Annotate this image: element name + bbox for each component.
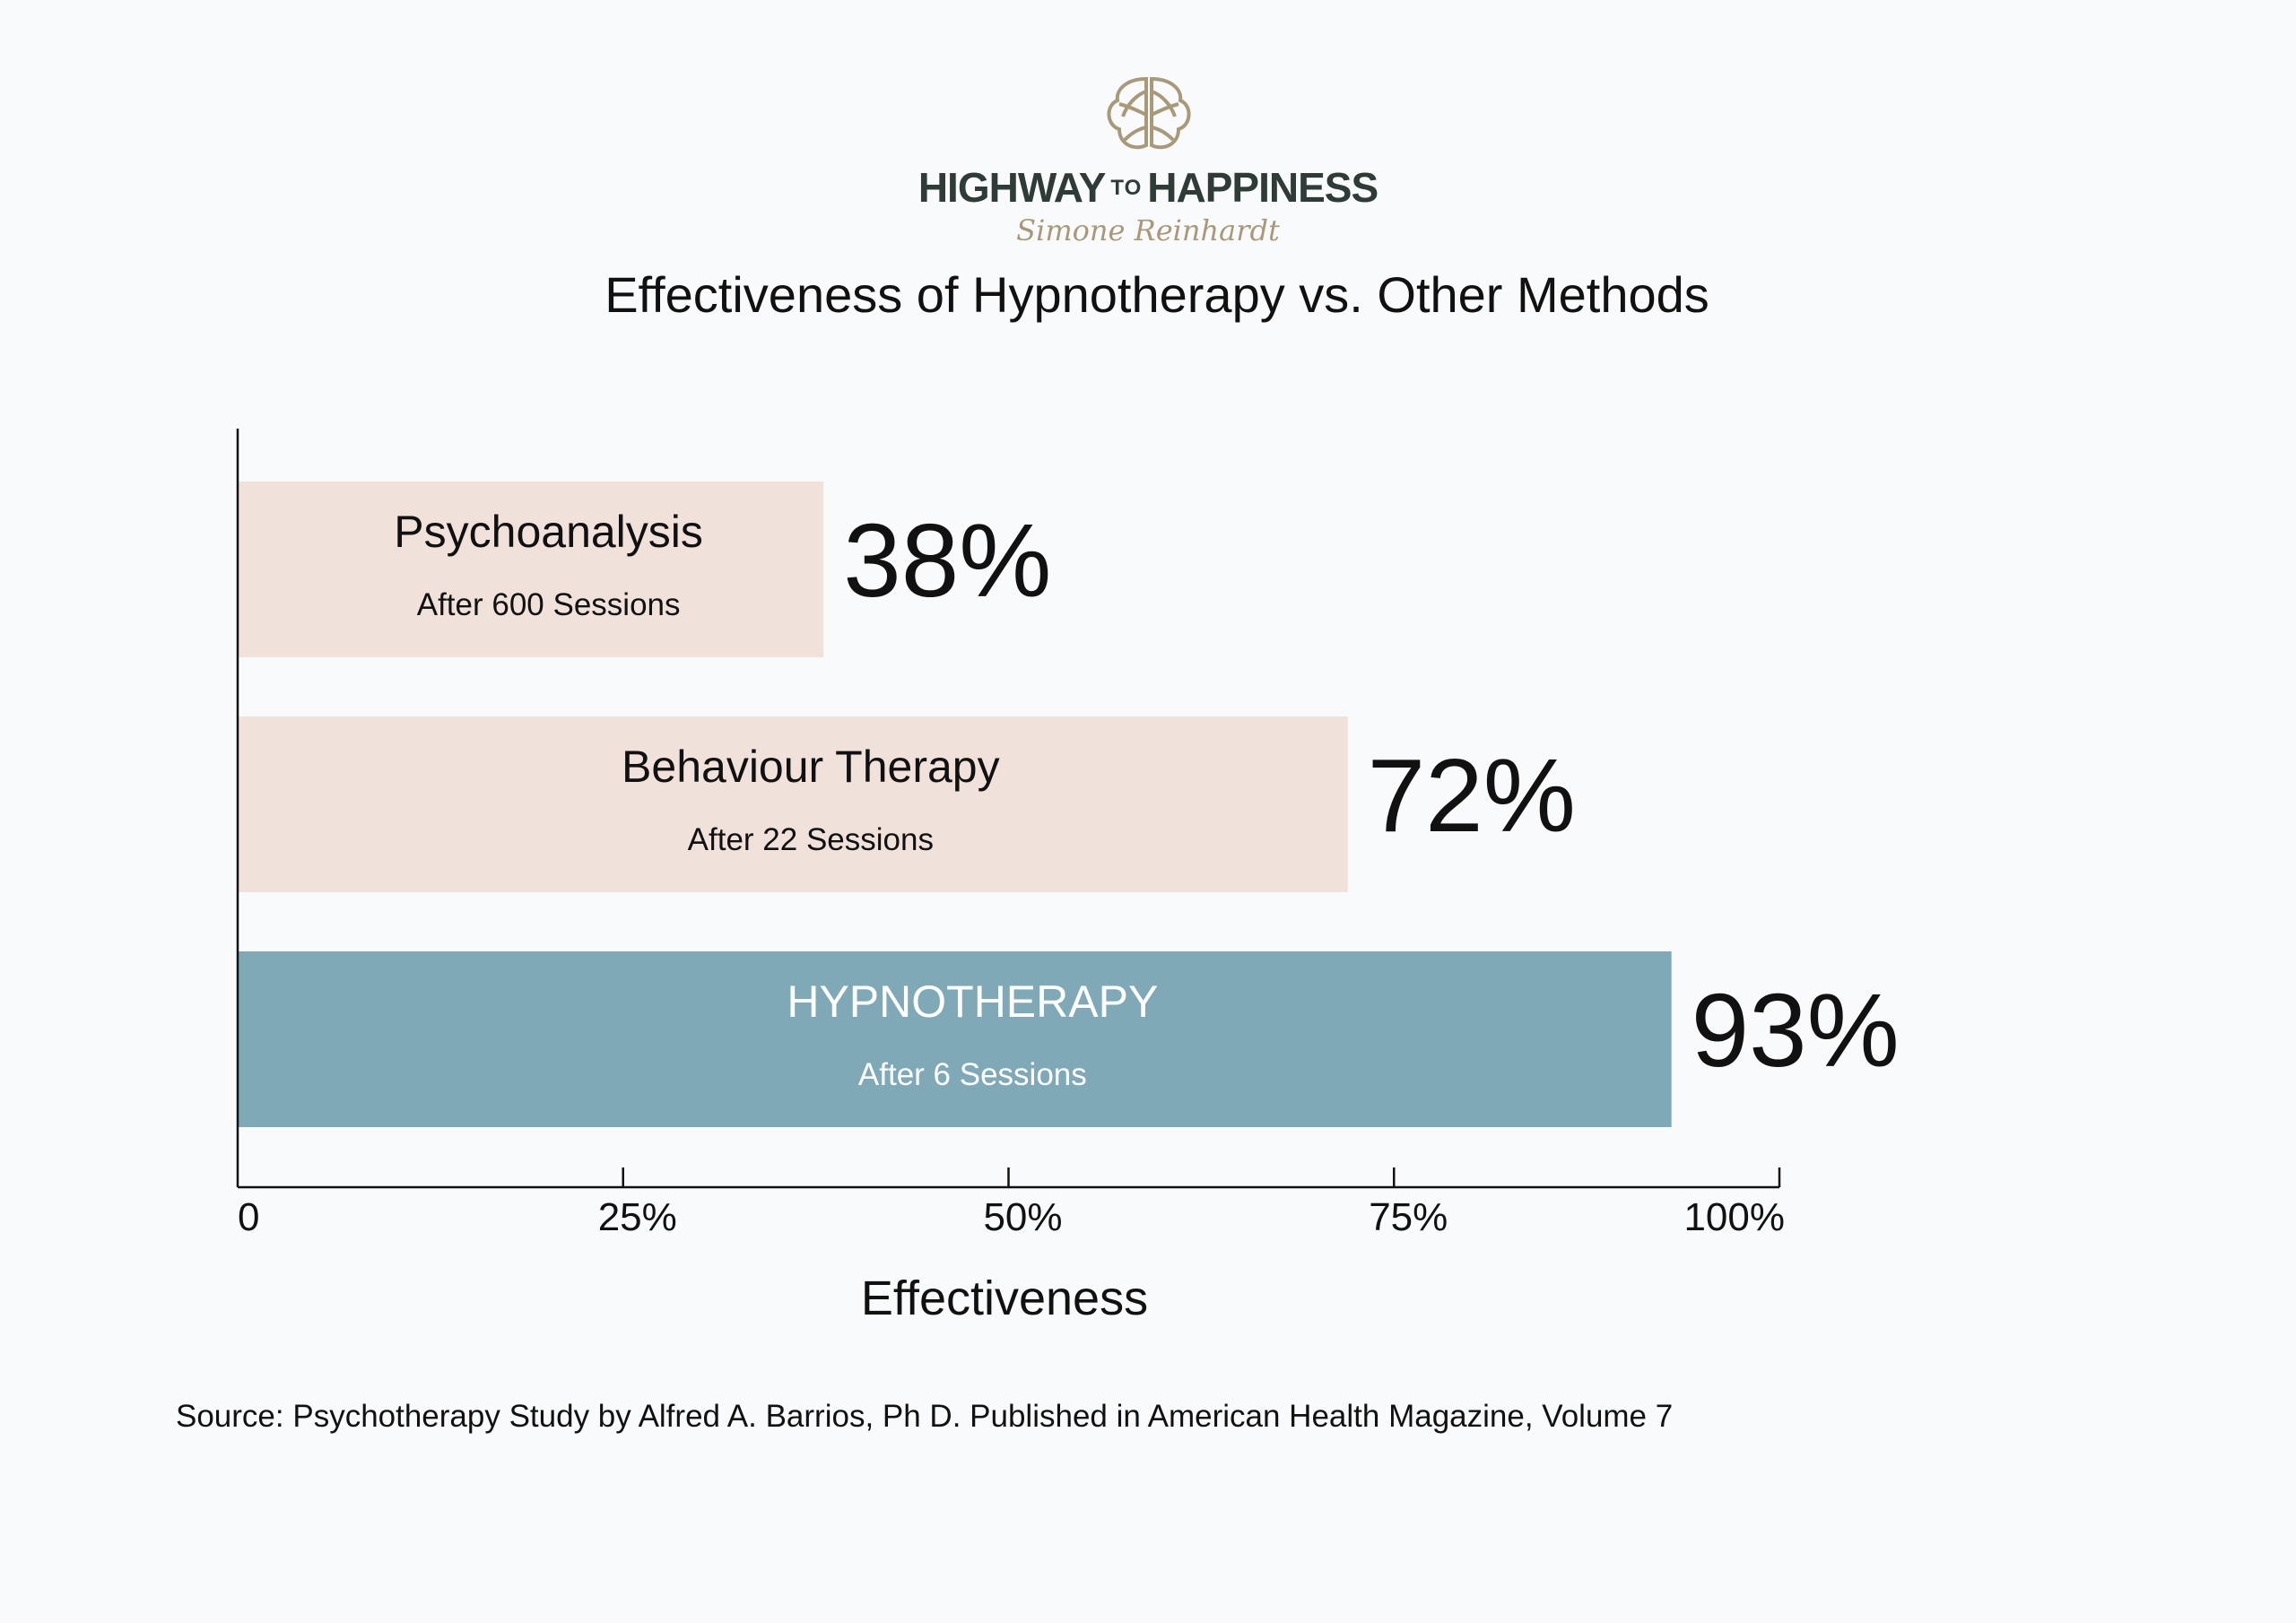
bar-sublabel-behaviour-therapy: After 22 Sessions — [687, 822, 934, 857]
brand-signature: Simone Reinhardt — [1016, 213, 1280, 247]
bar-label-behaviour-therapy: Behaviour Therapy — [622, 742, 1000, 792]
x-tick-label: 0 — [238, 1195, 260, 1239]
bar-label-hypnotherapy: HYPNOTHERAPY — [787, 976, 1159, 1027]
brand-name-right: HAPPINESS — [1147, 164, 1378, 211]
x-tick-label: 100% — [1683, 1195, 1785, 1239]
bar-value-label: 72% — [1367, 737, 1576, 854]
bar-sublabel-psychoanalysis: After 600 Sessions — [416, 587, 681, 622]
x-tick-label: 25% — [597, 1195, 677, 1239]
x-tick-label: 75% — [1369, 1195, 1448, 1239]
bar-label-psychoanalysis: Psychoanalysis — [394, 507, 703, 557]
x-tick-label: 50% — [983, 1195, 1063, 1239]
brand-name-connector: TO — [1110, 176, 1143, 200]
bar-sublabel-hypnotherapy: After 6 Sessions — [857, 1057, 1087, 1092]
brand-name-left: HIGHWAY — [918, 164, 1106, 211]
source-note: Source: Psychotherapy Study by Alfred A. Barrios, Ph D. Published in American Health Magazine, Volume 7 — [176, 1399, 1674, 1434]
bar-value-label: 38% — [843, 502, 1052, 619]
chart-title: Effectiveness of Hypnotherapy vs. Other Methods — [604, 266, 1709, 323]
bar-value-label: 93% — [1691, 972, 1900, 1089]
x-axis-label: Effectiveness — [860, 1271, 1149, 1325]
